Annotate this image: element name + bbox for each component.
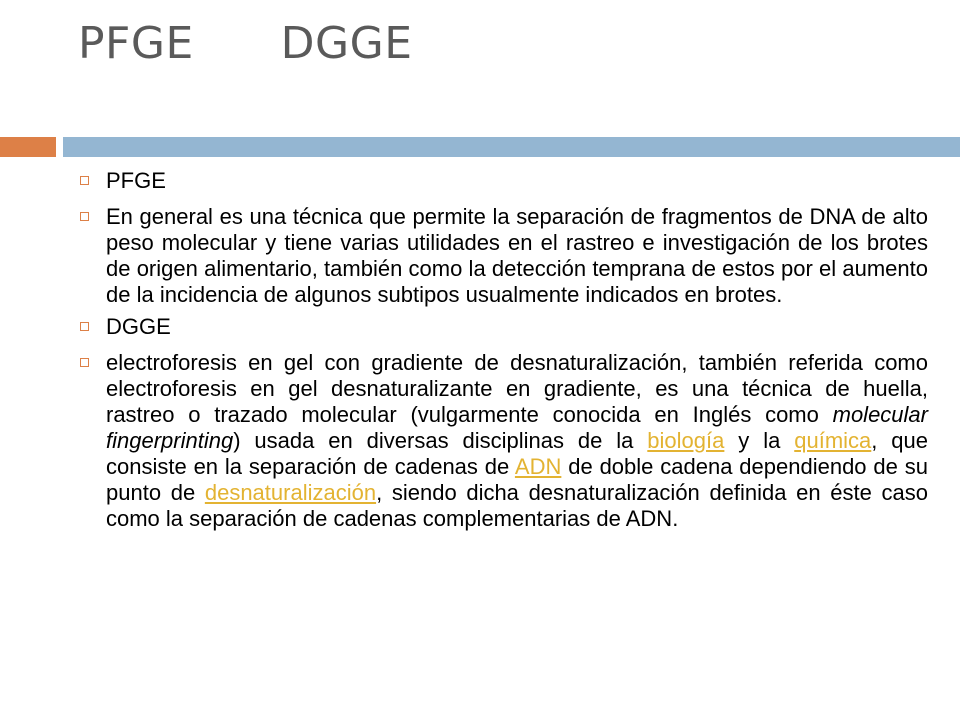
bullet-text: En general es una técnica que permite la separación de fragmentos de DNA de alto peso molecular y tiene varias utilidades en el rastreo e investigación de los brotes de origen alimentario, también como la detección temprana de estos por el aumento de la incidencia de algunos subtipos usualmente indicados en brotes. bbox=[106, 204, 928, 307]
italic-term: molecular fingerprinting bbox=[106, 402, 928, 453]
link-desnaturalizacion[interactable]: desnaturalización bbox=[204, 480, 377, 505]
square-bullet-icon bbox=[80, 322, 89, 331]
bullet-list bbox=[78, 168, 928, 538]
title-accent-bar bbox=[0, 137, 56, 157]
title-divider-bar bbox=[63, 137, 960, 157]
text-segment: , siendo dicha desnaturalización definida en éste caso como la separación de cadenas complementarias de ADN. bbox=[106, 480, 928, 531]
text-segment: , que consiste en la separación de cadenas de bbox=[106, 428, 929, 479]
bullet-text bbox=[106, 350, 928, 531]
bullet-text: DGGE bbox=[106, 314, 171, 339]
square-bullet-icon bbox=[80, 176, 89, 185]
text-segment: y la bbox=[724, 428, 795, 453]
bullet-item-pfge bbox=[78, 168, 928, 194]
bullet-text: PFGE bbox=[106, 168, 166, 193]
text-segment: ) usada en diversas disciplinas de la bbox=[233, 428, 648, 453]
bullet-item-dgge bbox=[78, 314, 928, 340]
square-bullet-icon bbox=[80, 212, 89, 221]
link-adn[interactable]: ADN bbox=[514, 454, 562, 479]
slide-title: PFGE DGGE bbox=[78, 18, 413, 69]
text-segment: de doble cadena dependiendo de su punto de bbox=[106, 454, 928, 505]
text-segment: electroforesis en gel con gradiente de desnaturalización, también referida como electroforesis en gel desnaturalizante en gradiente, es una técnica de huella, rastreo o trazado molecular (vulgarmente conocida en Inglés como bbox=[106, 350, 928, 427]
bullet-item-pfge-description bbox=[78, 204, 928, 308]
link-biologia[interactable]: biología bbox=[647, 428, 725, 453]
link-quimica[interactable]: química bbox=[794, 428, 872, 453]
square-bullet-icon bbox=[80, 358, 89, 367]
bullet-item-dgge-description bbox=[78, 350, 928, 532]
